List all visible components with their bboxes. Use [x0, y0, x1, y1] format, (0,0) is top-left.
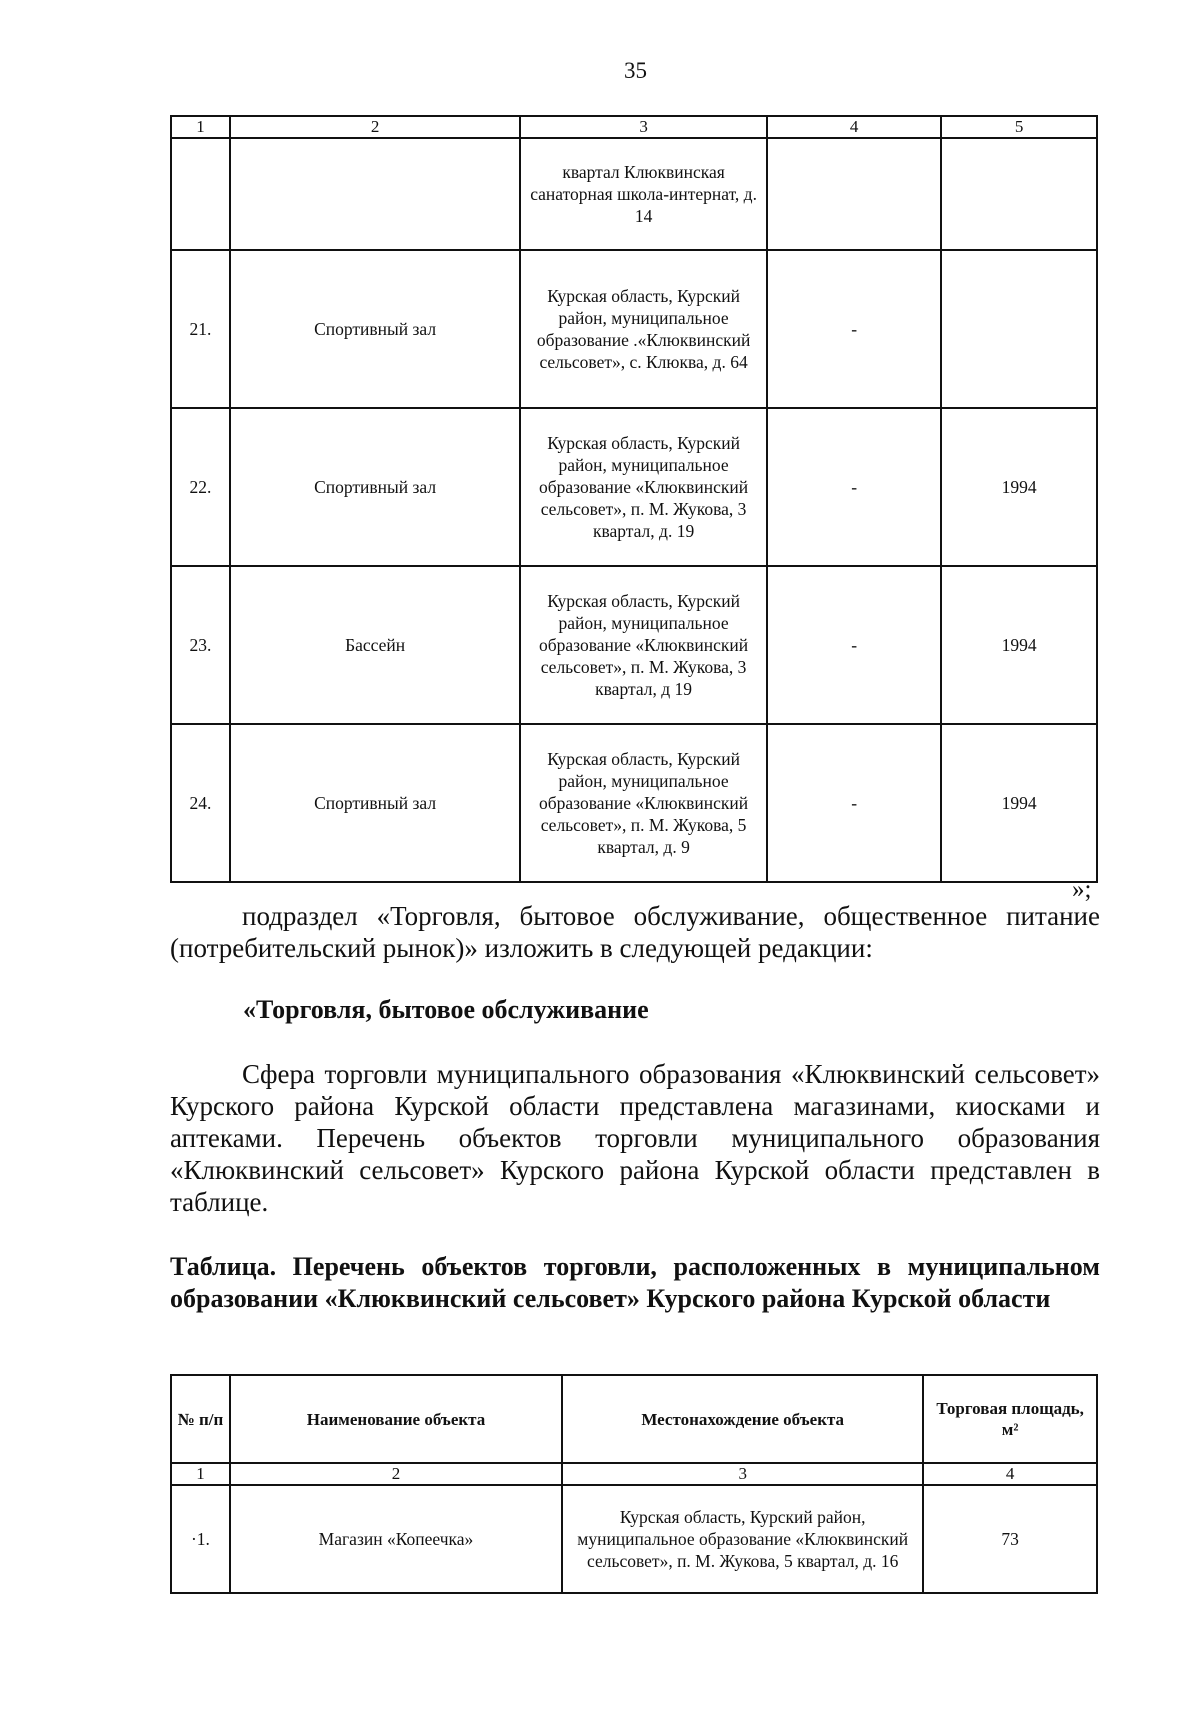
column-number: 3	[562, 1463, 923, 1485]
column-number: 2	[230, 1463, 562, 1485]
column-numbers-row	[171, 1463, 1097, 1485]
column-number: 4	[767, 116, 941, 138]
column-4-value: -	[767, 566, 941, 724]
table-header-row	[171, 116, 1097, 138]
facility-address: квартал Клюквинская санаторная школа-интернат, д. 14	[520, 138, 767, 250]
facility-address: Курская область, Курский район, муниципальное образование «Клюквинский сельсовет», п. М. Жукова, 5 квартал, д. 9	[520, 724, 767, 882]
facility-address: Курская область, Курский район, муниципальное образование «Клюквинский сельсовет», п. М. Жукова, 3 квартал, д. 19	[520, 408, 767, 566]
table-row	[171, 724, 1097, 882]
column-4-value	[767, 138, 941, 250]
row-number: ·1.	[171, 1485, 230, 1593]
header-object-name: Наименование объекта	[230, 1375, 562, 1463]
facility-name: Спортивный зал	[230, 408, 520, 566]
table-row	[171, 138, 1097, 250]
column-number: 1	[171, 116, 230, 138]
header-trade-area: Торговая площадь, м²	[923, 1375, 1097, 1463]
column-number: 2	[230, 116, 520, 138]
facility-address: Курская область, Курский район, муниципальное образование .«Клюквинский сельсовет», с. Клюква, д. 64	[520, 250, 767, 408]
column-number: 4	[923, 1463, 1097, 1485]
paragraph-trade-description: Сфера торговли муниципального образования «Клюквинский сельсовет» Курского района Курской области представлена магазинами, киосками и аптеками. Перечень объектов торговли муниципального образования «Клюквинский сельсовет» Курского района Курской области представлен в таблице.	[170, 1059, 1100, 1217]
facility-name: Бассейн	[230, 566, 520, 724]
header-number: № п/п	[171, 1375, 230, 1463]
paragraph-subsection-intro: подраздел «Торговля, бытовое обслуживание, общественное питание (потребительский рынок)» изложить в следующей редакции:	[170, 901, 1100, 963]
row-number: 23.	[171, 566, 230, 724]
page-number: 35	[624, 58, 647, 83]
sports-facilities-table	[170, 115, 1098, 883]
column-number: 3	[520, 116, 767, 138]
column-4-value: -	[767, 408, 941, 566]
facility-name: Спортивный зал	[230, 250, 520, 408]
column-number: 1	[171, 1463, 230, 1485]
year-value	[941, 138, 1097, 250]
closing-quote: »;	[1072, 876, 1092, 903]
facility-address: Курская область, Курский район, муниципальное образование «Клюквинский сельсовет», п. М. Жукова, 3 квартал, д 19	[520, 566, 767, 724]
column-4-value: -	[767, 724, 941, 882]
table-row	[171, 1485, 1097, 1593]
trade-objects-table	[170, 1374, 1098, 1594]
column-4-value: -	[767, 250, 941, 408]
header-location: Местонахождение объекта	[562, 1375, 923, 1463]
year-value	[941, 250, 1097, 408]
table-caption: Таблица. Перечень объектов торговли, расположенных в муниципальном образовании «Клюквинский сельсовет» Курского района Курской области	[170, 1252, 1100, 1313]
row-number: 22.	[171, 408, 230, 566]
table-row	[171, 566, 1097, 724]
year-value: 1994	[941, 408, 1097, 566]
facility-name	[230, 138, 520, 250]
table-row	[171, 250, 1097, 408]
facility-name: Спортивный зал	[230, 724, 520, 882]
row-number: 21.	[171, 250, 230, 408]
row-number	[171, 138, 230, 250]
trade-area: 73	[923, 1485, 1097, 1593]
object-location: Курская область, Курский район, муниципальное образование «Клюквинский сельсовет», п. М. Жукова, 5 квартал, д. 16	[562, 1485, 923, 1593]
section-heading: «Торговля, бытовое обслуживание	[243, 995, 649, 1024]
object-name: Магазин «Копеечка»	[230, 1485, 562, 1593]
row-number: 24.	[171, 724, 230, 882]
table-header-row	[171, 1375, 1097, 1463]
year-value: 1994	[941, 724, 1097, 882]
column-number: 5	[941, 116, 1097, 138]
year-value: 1994	[941, 566, 1097, 724]
table-row	[171, 408, 1097, 566]
